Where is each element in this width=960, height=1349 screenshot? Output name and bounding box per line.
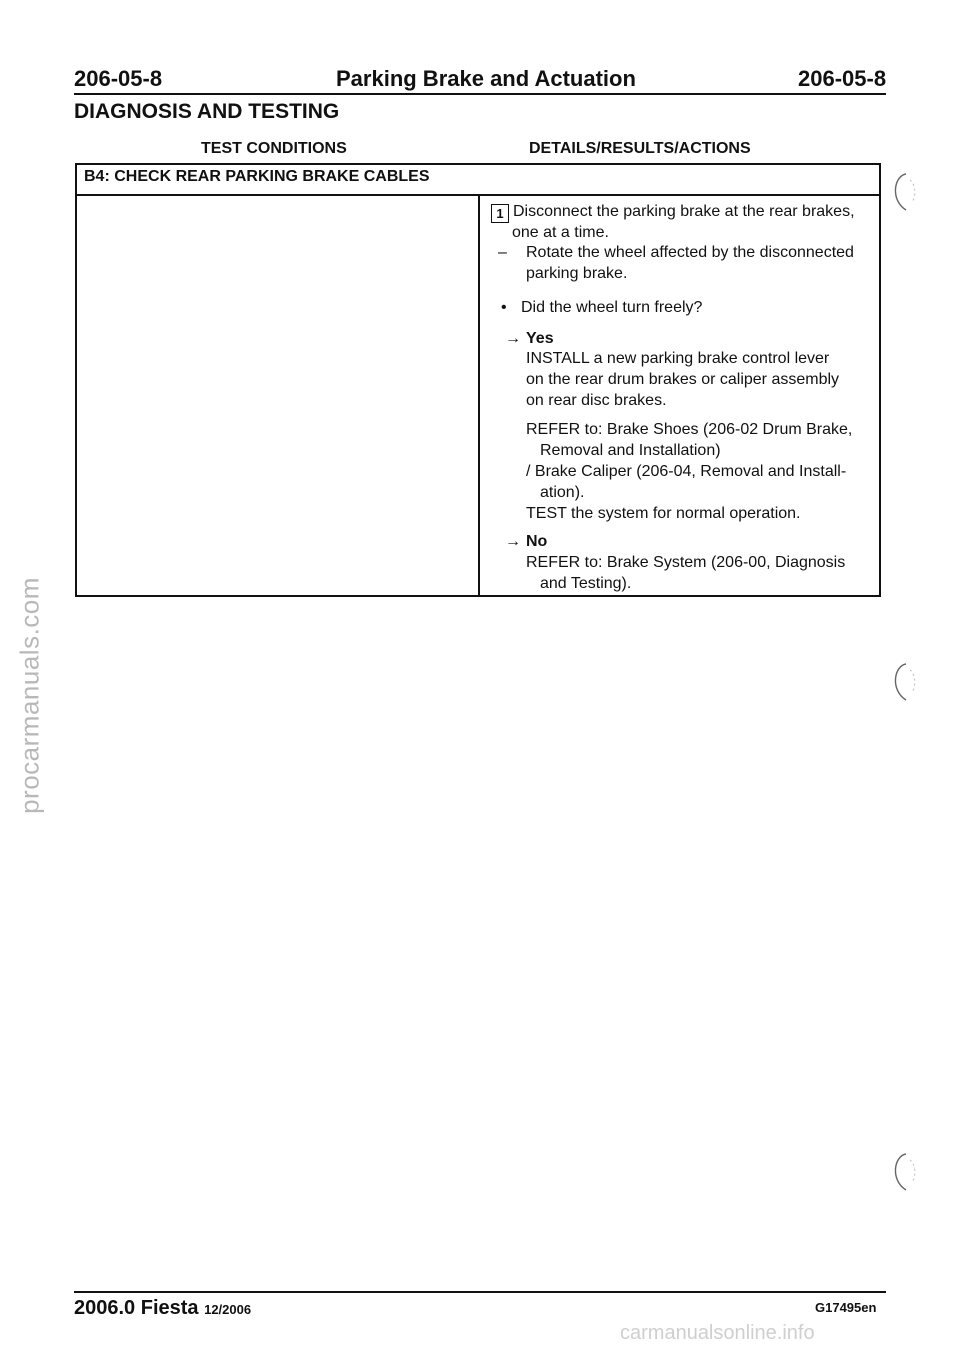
dash-line-2: parking brake. [526,265,628,282]
refer-line-4: ation). [540,484,585,501]
refer-line-2: Removal and Installation) [540,442,721,459]
binder-hole-icon [886,660,920,704]
step-text: Disconnect the parking brake at the rear brakes, [513,203,855,220]
refer-line-3: / Brake Caliper (206-04, Removal and Install- [526,463,847,480]
header-right-code: 206-05-8 [798,66,887,91]
dash-line-1: Rotate the wheel affected by the disconnected [526,244,854,261]
bullet-marker: • [501,299,507,316]
no-line-2: and Testing). [540,575,632,592]
binder-hole-icon [886,1150,920,1194]
side-watermark: procarmanuals.com [14,577,45,814]
question-text: Did the wheel turn freely? [521,299,703,316]
refer-line-5: TEST the system for normal operation. [526,505,801,522]
refer-line-1: REFER to: Brake Shoes (206-02 Drum Brake, [526,421,853,438]
header-left-code: 206-05-8 [74,66,163,91]
no-arrow-icon: → [505,533,521,550]
footer-code: G17495en [815,1300,877,1315]
test-step-title: B4: CHECK REAR PARKING BRAKE CABLES [84,168,430,185]
footer-rule [74,1291,886,1293]
dash-marker: – [498,244,507,261]
bottom-watermark: carmanualsonline.info [620,1322,815,1344]
footer-date: 12/2006 [204,1302,252,1317]
step-line-1 [491,201,855,223]
column-divider [478,195,480,596]
yes-arrow-icon: → [505,330,521,347]
yes-line-2: on the rear drum brakes or caliper assembly [526,371,840,388]
step-number-box: 1 [491,204,509,223]
footer-model [74,1297,251,1320]
page-title: Parking Brake and Actuation [336,66,636,91]
column-header-details: DETAILS/RESULTS/ACTIONS [529,140,751,157]
header-rule [74,93,886,95]
section-title: DIAGNOSIS AND TESTING [74,100,340,123]
no-line-1: REFER to: Brake System (206-00, Diagnosis [526,554,846,571]
footer-model-name: 2006.0 Fiesta [74,1297,199,1319]
column-header-test-conditions: TEST CONDITIONS [201,140,347,157]
yes-line-1: INSTALL a new parking brake control lever [526,350,830,367]
yes-line-3: on rear disc brakes. [526,392,667,409]
binder-hole-icon [886,170,920,214]
no-label: No [526,533,548,550]
step-line-2: one at a time. [512,224,609,241]
yes-label: Yes [526,330,554,347]
